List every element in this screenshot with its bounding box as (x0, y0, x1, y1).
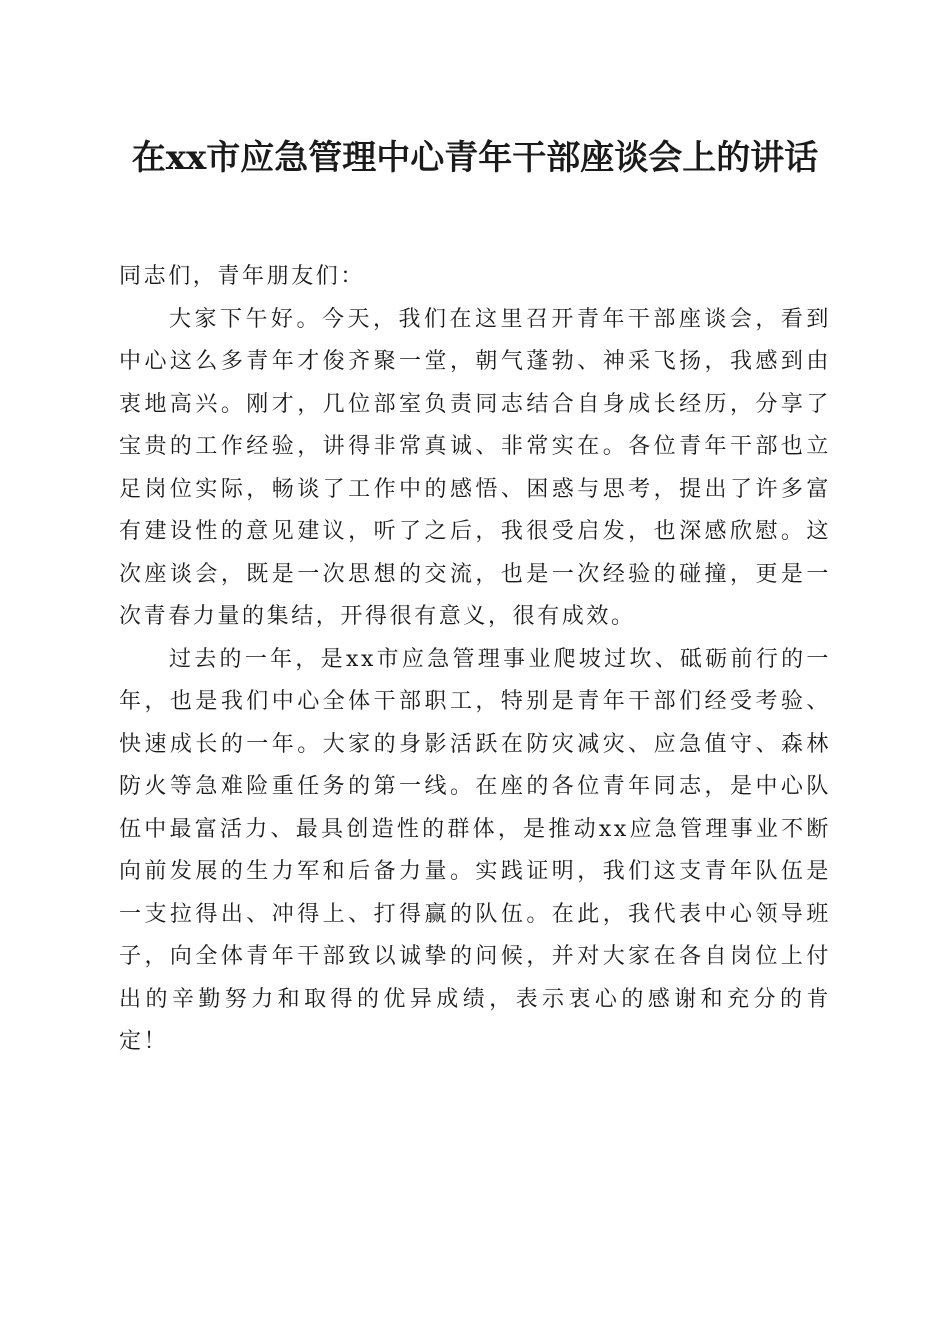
paragraph-1: 大家下午好。今天，我们在这里召开青年干部座谈会，看到中心这么多青年才俊齐聚一堂，朝气蓬勃、神采飞扬，我感到由衷地高兴。刚才，几位部室负责同志结合自身成长经历，分享了宝贵的工作经验，讲得非常真诚、非常实在。各位青年干部也立足岗位实际，畅谈了工作中的感悟、困惑与思考，提出了许多富有建设性的意见建议，听了之后，我很受启发，也深感欣慰。这次座谈会，既是一次思想的交流，也是一次经验的碰撞，更是一次青春力量的集结，开得很有意义，很有成效。 (119, 306, 831, 629)
document-body (119, 256, 831, 1064)
document-title: 在xx市应急管理中心青年干部座谈会上的讲话 (131, 138, 819, 178)
salutation: 同志们，青年朋友们： (119, 264, 366, 289)
paragraph-2: 过去的一年，是xx市应急管理事业爬坡过坎、砥砺前行的一年，也是我们中心全体干部职工，特别是青年干部们经受考验、快速成长的一年。大家的身影活跃在防灾减灾、应急值守、森林防火等急难险重任务的第一线。在座的各位青年同志，是中心队伍中最富活力、最具创造性的群体，是推动xx应急管理事业不断向前发展的生力军和后备力量。实践证明，我们这支青年队伍是一支拉得出、冲得上、打得赢的队伍。在此，我代表中心领导班子，向全体青年干部致以诚挚的问候，并对大家在各自岗位上付出的辛勤努力和取得的优异成绩，表示衷心的感谢和充分的肯定！ (119, 646, 831, 1054)
